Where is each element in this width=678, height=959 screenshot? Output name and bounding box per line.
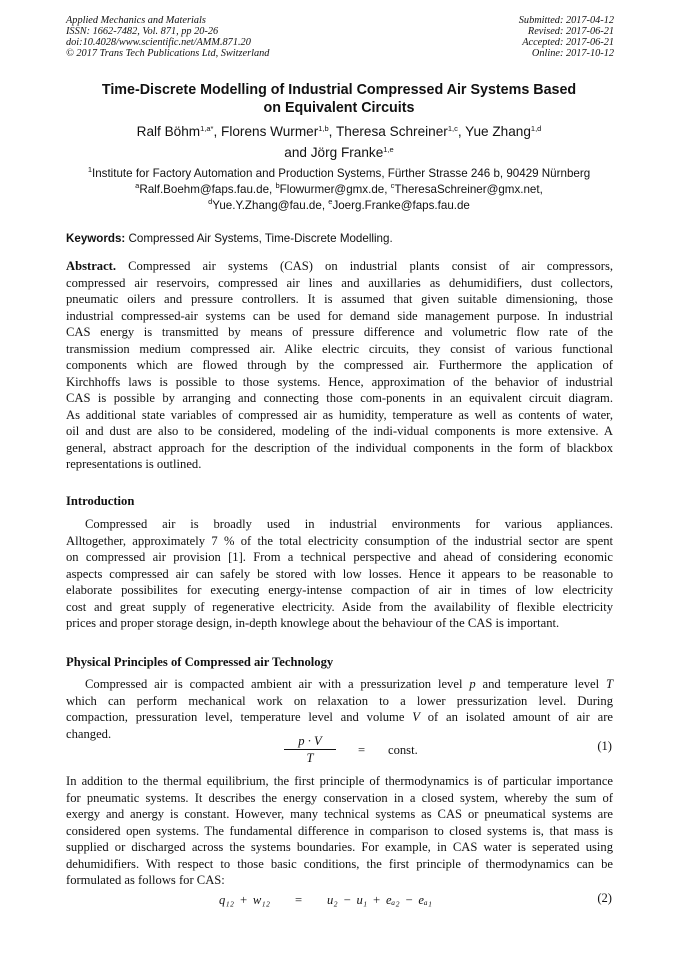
equation-1-fraction <box>280 733 340 766</box>
copyright-line: © 2017 Trans Tech Publications Ltd, Switzerland <box>66 48 270 59</box>
keywords-text: Compressed Air Systems, Time-Discrete Modelling. <box>125 232 393 245</box>
journal-name: Applied Mechanics and Materials <box>66 15 206 26</box>
author-name: Florens Wurmer <box>221 124 319 139</box>
dates-info <box>519 15 614 59</box>
revised-date: Revised: 2017-06-21 <box>527 26 614 37</box>
equation-2-number: (2) <box>597 891 612 905</box>
author-affiliation-mark: 1,b <box>318 124 329 133</box>
author-email[interactable]: Yue.Y.Zhang@fau.de <box>212 199 322 212</box>
equation-1-number: (1) <box>597 739 612 753</box>
section-heading-introduction: Introduction <box>66 494 135 508</box>
equation-2-lhs: q₁₂ + w₁₂ <box>219 893 271 907</box>
keywords <box>66 231 393 247</box>
author-affiliation-mark: 1,e <box>383 145 394 154</box>
title-line-1: Time-Discrete Modelling of Industrial Compressed Air Systems Based <box>101 82 577 98</box>
submitted-date: Submitted: 2017-04-12 <box>518 15 614 26</box>
equation-2-relation: = <box>295 893 303 907</box>
affiliation-block <box>66 166 612 214</box>
keywords-label: Keywords: <box>66 232 126 245</box>
author-email[interactable]: Ralf.Boehm@faps.fau.de <box>139 183 270 196</box>
author-affiliation-mark: 1,a* <box>200 124 214 133</box>
author-email[interactable]: TheresaSchreiner@gmx.net <box>394 183 540 196</box>
doi-line: doi:10.4028/www.scientific.net/AMM.871.20 <box>66 37 251 48</box>
author-affiliation-mark: 1,c <box>447 124 458 133</box>
abstract: Abstract. Compressed air systems (CAS) on industrial plants consist of air compressors, compressed air reservoirs, compressed air lines and auxillaries as dehumidifiers, dust collectors, pneumatic oilers and pressure controllers. It is assumed that given suitable dimensioning, those industrial compressed-air systems can be used for demand side management purpose. In industrial CAS energy is transmitted by means of pressure difference and volumetric flow rate of the transmission medium compressed air. Alike electric circuits, they consist of various functional components which are flowed through by the compressed air. Furthermore the application of Kirchhoffs laws is possible to those systems. Hence, approximation of the behavior of industrial CAS is possible by arranging and connecting those com-ponents in an equivalent circuit diagram. As additional state variables of compressed air as humidity, temperature as well as contents of water, oil and dust are also to be considered, modeling of the indi-vidual components is more extensive. A general, abstract approach for the description of the individual components in the form of blackbox representations is outlined. <box>66 259 613 471</box>
paper-title <box>66 81 612 117</box>
abstract-label: Abstract. <box>66 259 117 273</box>
author-name: Yue Zhang <box>465 124 531 139</box>
author-email[interactable]: Flowurmer@gmx.de <box>279 183 385 196</box>
author-name: Ralf Böhm <box>136 124 201 139</box>
email-line: $^d$Yue.Y.Zhang@fau.de, $^e$Joerg.Franke@faps.fau.de <box>208 197 470 212</box>
author-affiliation-mark: 1,d <box>530 124 542 133</box>
title-line-2: on Equivalent Circuits <box>263 100 415 116</box>
section-heading-physical-principles: Physical Principles of Compressed air Technology <box>66 655 334 669</box>
equation-2-rhs: u₂ − u₁ + eₐ₂ − eₐ₁ <box>327 893 433 907</box>
institute-line: $^1$Institute for Factory Automation and Production Systems, Fürther Strasse 246 b, 90429 Nürnberg <box>87 165 591 180</box>
physical-paragraph-1: Compressed air is compacted ambient air with a pressurization level p and temperature level T which can perform mechanical work on relaxation to a lower pressurization level. During compaction, pressuration level, temperature level and volume V of an isolated amount of air are changed. <box>66 677 614 741</box>
online-date: Online: 2017-10-12 <box>531 48 614 59</box>
equation-1-numerator: p · V <box>298 734 322 748</box>
journal-info <box>66 15 269 59</box>
author-name: Jörg Franke <box>310 145 384 160</box>
physical-paragraph-2: In addition to the thermal equilibrium, the first principle of thermodynamics is of particular importance for pneumatic systems. It describes the energy conservation in a closed system, whereby the sum of exergy and anergy is constant. However, many technical systems as CAS or pneumatical systems are considered open systems. The fundamental difference in comparison to closed systems is, that mass is supplied or discharged across the systems boundaries. For example, in CAS water is seperated using dehumidifiers. With respect to those basic conditions, the first principle of thermodynamics can be formulated as follows for CAS: <box>66 774 613 887</box>
equation-1-denominator: T <box>306 751 314 765</box>
author-email[interactable]: Joerg.Franke@faps.fau.de <box>332 199 470 212</box>
equation-1-relation: = <box>358 743 366 757</box>
author-name: Theresa Schreiner <box>335 124 448 139</box>
author-list: Ralf Böhm$^{1,a*}$, Florens Wurmer$^{1,b}$, Theresa Schreiner$^{1,c}$, Yue Zhang$^{1,d}$ and Jörg Franke$^{1,e}$ <box>136 124 542 160</box>
equation-1-rhs: const. <box>388 743 418 757</box>
email-line: $^a$Ralf.Boehm@faps.fau.de, $^b$Flowurmer@gmx.de, $^c$TheresaSchreiner@gmx.net, <box>135 181 543 196</box>
accepted-date: Accepted: 2017-06-21 <box>522 37 614 48</box>
issn-line: ISSN: 1662-7482, Vol. 871, pp 20-26 <box>66 26 219 37</box>
introduction-paragraph: Compressed air is broadly used in industrial environments for various appliances. Alltogether, approximately 7 % of the total electricity consumption of the industrial sector are spent on compressed air provision [1]. From a technical perspective and ahead of considering economic aspects compressed air can safely be stored with low losses. Hence it appears to be reasonable to elaborate possibilites for executing energy-intense compaction of air in times of low electricity cost and great supply of regenerative electricity. Aside from the availability of flexible electricity prices and proper storage design, in-depth knowlege about the behaviour of the CAS is important. <box>66 517 613 630</box>
